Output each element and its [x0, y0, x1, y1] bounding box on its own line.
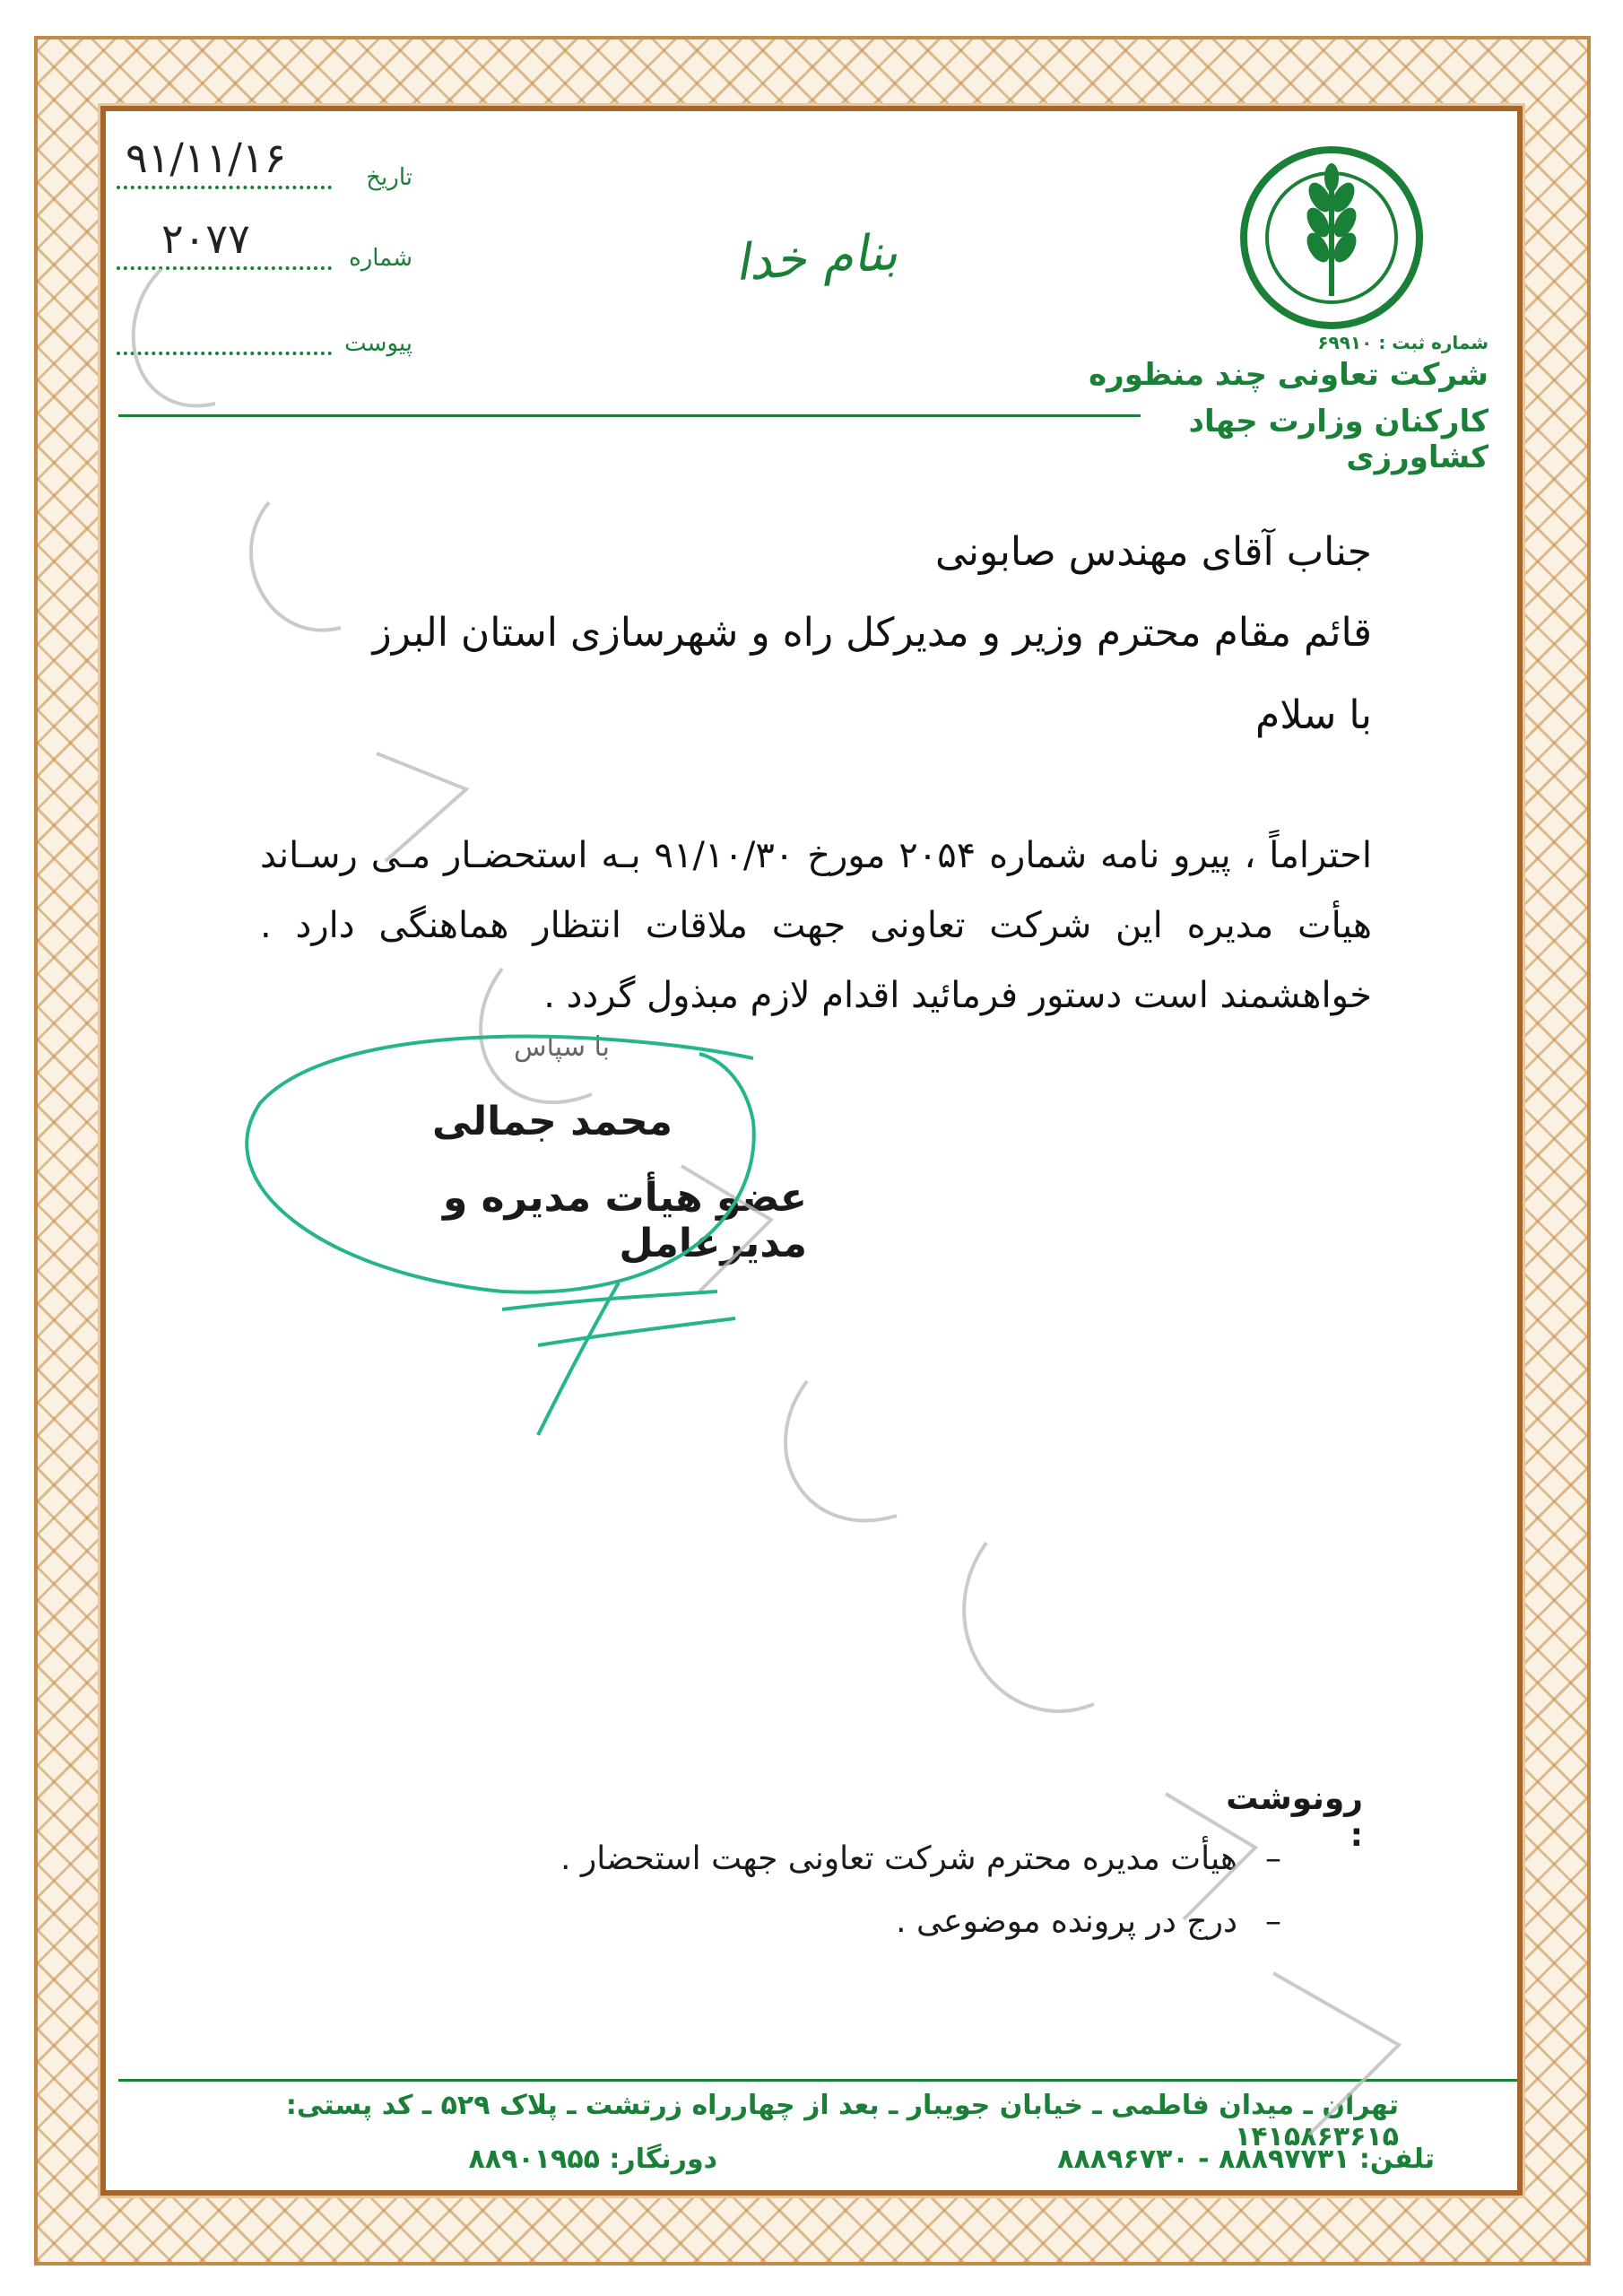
footer-address: تهران ـ میدان فاطمی ـ خیابان جویبار ـ بعد از چهارراه زرتشت ـ پلاک ۵۲۹ ـ کد پستی: ۱۴۱۵۸۶۳۶۱۵ — [285, 2090, 1399, 2152]
date-value: ۹۱/۱۱/۱۶ — [126, 134, 287, 182]
number-value: ۲۰۷۷ — [161, 214, 250, 263]
footer-phone: تلفن: ۸۸۸۹۷۷۳۱ - ۸۸۸۹۶۷۳۰ — [1057, 2144, 1435, 2175]
registration-number: شماره ثبت : ۶۹۹۱۰ — [1317, 332, 1488, 353]
date-dotted-line — [117, 186, 332, 189]
header-divider — [118, 414, 1141, 417]
cc-item-2: درج در پرونده موضوعی . — [896, 1903, 1237, 1940]
cc-item-1: هیأت مدیره محترم شرکت تعاونی جهت استحضار . — [560, 1840, 1237, 1877]
attachment-field — [117, 323, 412, 359]
company-name: شرکت تعاونی چند منظوره — [1089, 357, 1488, 393]
cc-heading: رونوشت : — [1226, 1780, 1363, 1854]
number-label: شماره — [349, 245, 412, 272]
closing-thanks: با سپاس — [514, 1031, 610, 1063]
signer-name: محمد جمالی — [432, 1099, 673, 1144]
recipient-line-1: جناب آقای مهندس صابونی — [935, 529, 1372, 575]
cc-dash-1: – — [1265, 1840, 1281, 1877]
signer-title: عضو هیأت مدیره و مدیرعامل — [442, 1175, 807, 1266]
footer-fax: دورنگار: ۸۸۹۰۱۹۵۵ — [468, 2144, 717, 2175]
attachment-label: پیوست — [344, 330, 412, 357]
footer-divider — [118, 2079, 1517, 2082]
number-field — [117, 214, 412, 274]
basmala-heading: بنام خدا — [733, 222, 899, 293]
date-field — [117, 134, 412, 193]
cc-dash-2: – — [1265, 1903, 1281, 1940]
wheat-emblem-logo — [1237, 144, 1426, 332]
attachment-dotted-line — [117, 352, 332, 355]
date-label: تاریخ — [366, 164, 412, 191]
letter-body-paragraph: احتراماً ، پیرو نامه شماره ۲۰۵۴ مورخ ۹۱/۱۰/۳۰ بـه استحضـار مـی رسـاند هیأت مدیره این شرکت تعاونی جهت ملاقات انتظار هماهنگی دارد . خواهشمند است دستور فرمائید اقدام لازم مبذول گردد . — [260, 835, 1373, 1016]
recipient-line-2: قائم مقام محترم وزیر و مدیرکل راه و شهرسازی استان البرز — [372, 610, 1372, 656]
company-subtitle: کارکنان وزارت جهاد کشاورزی — [1188, 404, 1488, 475]
greeting: با سلام — [1254, 692, 1372, 738]
number-dotted-line — [117, 266, 332, 270]
